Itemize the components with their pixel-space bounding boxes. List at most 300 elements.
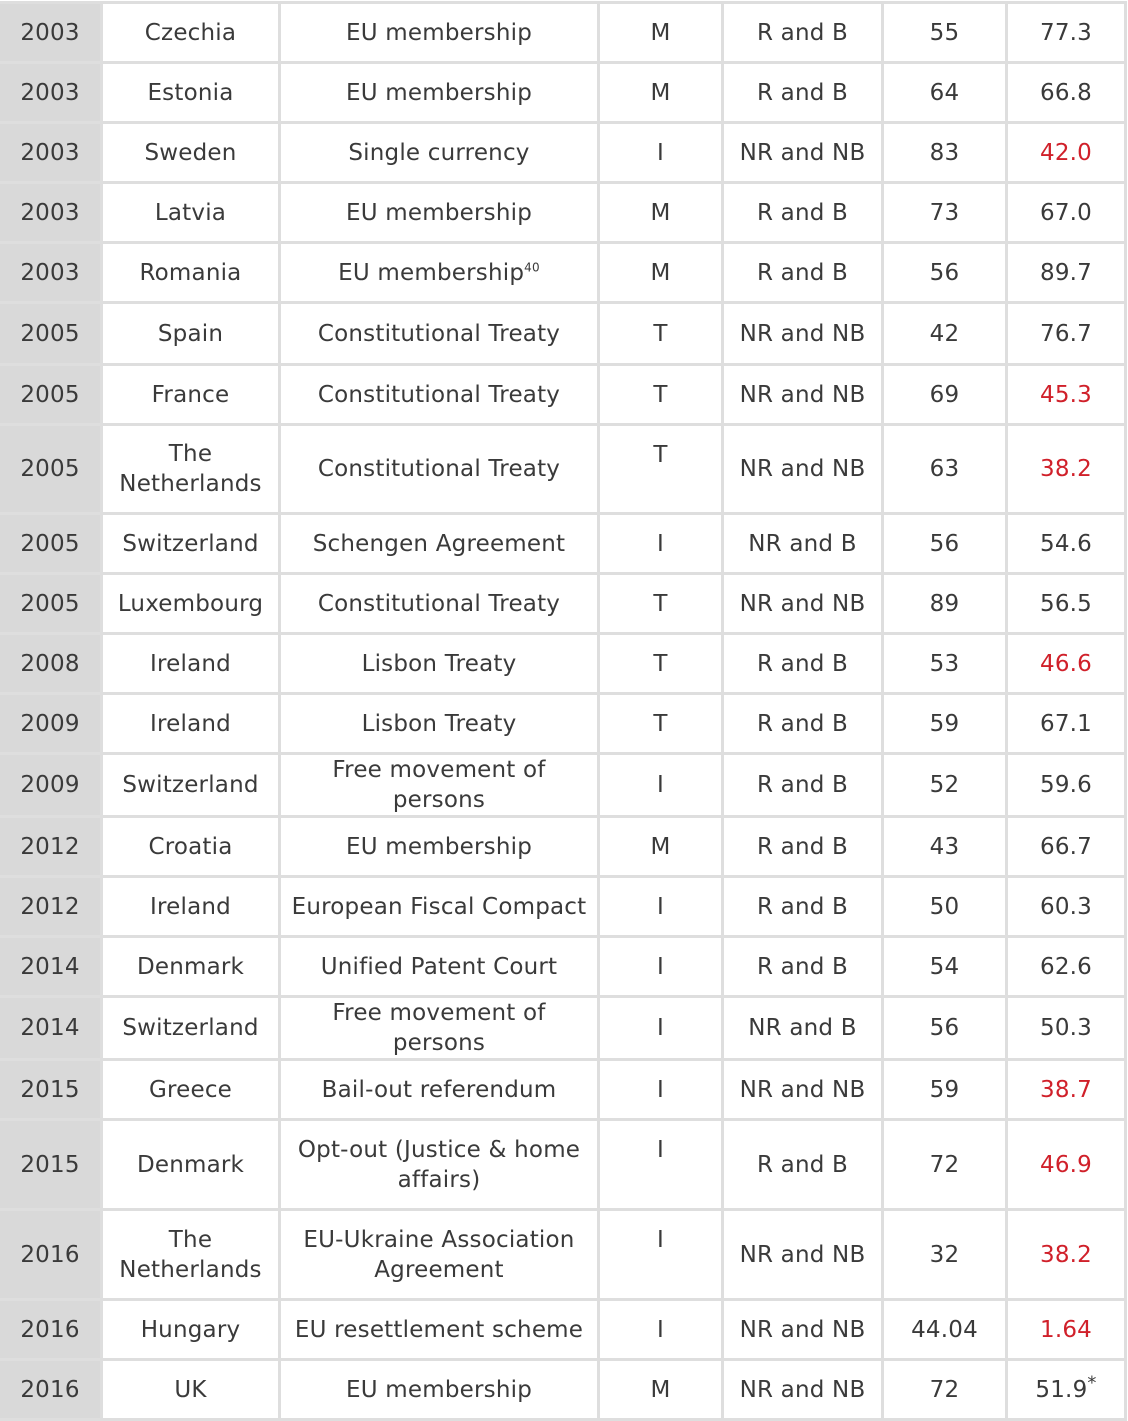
year-cell [0, 64, 100, 121]
country-cell-text: Denmark [136, 953, 245, 980]
subject-cell-text: Free movement of persons [332, 1000, 546, 1056]
country-cell [103, 878, 278, 935]
turnout-cell-text: 83 [929, 139, 960, 166]
subject-cell-text: EU membership [346, 1376, 532, 1403]
country-cell-text: UK [174, 1376, 207, 1403]
country-cell [103, 695, 278, 752]
rule-cell [724, 818, 881, 875]
year-cell [0, 426, 100, 512]
rule-cell-text: NR and NB [739, 1376, 866, 1403]
subject-cell-text: Bail-out referendum [321, 1076, 557, 1103]
turnout-cell [884, 515, 1005, 572]
subject-cell-text: Schengen Agreement [312, 530, 566, 557]
type-cell [600, 1361, 721, 1418]
result-cell-text: 67.0 [1039, 199, 1092, 226]
subject-cell [281, 244, 597, 301]
turnout-cell [884, 4, 1005, 61]
table-row [0, 366, 1124, 423]
rule-cell [724, 515, 881, 572]
table-row [0, 575, 1124, 632]
rule-cell [724, 4, 881, 61]
turnout-cell-text: 50 [929, 893, 960, 920]
subject-cell [281, 818, 597, 875]
rule-cell-text: NR and NB [739, 139, 866, 166]
table-row [0, 1211, 1124, 1298]
year-cell-text: 2014 [20, 1015, 80, 1041]
type-cell-text: I [657, 530, 664, 557]
country-cell-text: The Netherlands [119, 1226, 262, 1283]
rule-cell [724, 244, 881, 301]
result-cell [1008, 938, 1124, 995]
result-cell [1008, 124, 1124, 181]
year-cell [0, 184, 100, 241]
result-cell [1008, 635, 1124, 692]
type-cell [600, 244, 721, 301]
subject-cell [281, 515, 597, 572]
rule-cell-text: R and B [756, 953, 849, 980]
year-cell [0, 1211, 100, 1298]
table-row [0, 695, 1124, 752]
country-cell-text: Spain [157, 320, 224, 347]
turnout-cell [884, 998, 1005, 1058]
year-cell-text: 2008 [20, 650, 80, 677]
year-cell [0, 124, 100, 181]
subject-cell-text: Constitutional Treaty [317, 456, 561, 482]
country-cell-text: Ireland [150, 893, 231, 920]
result-cell [1008, 1211, 1124, 1298]
turnout-cell-text: 32 [929, 1241, 960, 1268]
country-cell-text: Ireland [150, 710, 231, 737]
subject-cell [281, 4, 597, 61]
year-cell [0, 878, 100, 935]
type-cell [600, 818, 721, 875]
rule-cell-text: NR and NB [739, 590, 866, 617]
year-cell [0, 1361, 100, 1418]
turnout-cell-text: 59 [929, 710, 960, 737]
result-cell-text: 1.64 [1039, 1316, 1092, 1343]
turnout-cell [884, 938, 1005, 995]
subject-cell-text: European Fiscal Compact [291, 893, 587, 920]
year-cell-text: 2005 [20, 381, 80, 408]
turnout-cell [884, 695, 1005, 752]
country-cell-text: Sweden [144, 139, 237, 166]
country-cell [103, 124, 278, 181]
turnout-cell [884, 878, 1005, 935]
result-cell [1008, 695, 1124, 752]
type-cell [600, 938, 721, 995]
rule-cell [724, 184, 881, 241]
rule-cell [724, 575, 881, 632]
type-cell-text: T [653, 590, 668, 617]
country-cell-text: Greece [148, 1076, 233, 1103]
country-cell [103, 635, 278, 692]
country-cell-text: Denmark [136, 1151, 245, 1178]
year-cell-text: 2009 [20, 772, 80, 798]
rule-cell-text: R and B [756, 650, 849, 677]
turnout-cell-text: 56 [929, 530, 960, 557]
turnout-cell-text: 56 [929, 1015, 960, 1041]
table-row [0, 4, 1124, 61]
type-cell-text: I [657, 1015, 664, 1041]
subject-cell [281, 184, 597, 241]
turnout-cell [884, 64, 1005, 121]
subject-cell [281, 755, 597, 815]
rule-cell-text: R and B [756, 79, 849, 106]
result-cell-text: 38.7 [1039, 1076, 1092, 1103]
year-cell [0, 635, 100, 692]
year-cell [0, 1121, 100, 1208]
turnout-cell [884, 426, 1005, 512]
result-cell-text: 67.1 [1039, 710, 1092, 737]
country-cell [103, 184, 278, 241]
result-cell [1008, 366, 1124, 423]
result-cell-text: 54.6 [1039, 530, 1092, 557]
subject-cell [281, 1301, 597, 1358]
result-cell-text: 46.9 [1039, 1151, 1092, 1178]
result-cell-text: 76.7 [1039, 320, 1092, 347]
subject-cell-text: EU resettlement scheme [294, 1316, 584, 1343]
subject-cell [281, 878, 597, 935]
country-cell [103, 4, 278, 61]
result-cell [1008, 1061, 1124, 1118]
country-cell-text: Switzerland [122, 530, 259, 557]
turnout-cell-text: 72 [929, 1151, 960, 1178]
turnout-cell-text: 63 [929, 456, 960, 482]
country-cell [103, 1361, 278, 1418]
type-cell-text: I [657, 1137, 664, 1163]
result-cell-text: 56.5 [1039, 590, 1092, 617]
rule-cell [724, 998, 881, 1058]
table-row [0, 818, 1124, 875]
country-cell [103, 998, 278, 1058]
type-cell [600, 304, 721, 363]
type-cell-text: I [657, 893, 664, 920]
year-cell [0, 695, 100, 752]
type-cell [600, 575, 721, 632]
result-cell-text: 46.6 [1039, 650, 1092, 677]
type-cell [600, 64, 721, 121]
type-cell [600, 4, 721, 61]
type-cell-text: I [657, 139, 664, 166]
type-cell [600, 998, 721, 1058]
country-cell-text: Hungary [140, 1316, 241, 1343]
turnout-cell [884, 124, 1005, 181]
result-cell [1008, 818, 1124, 875]
rule-cell-text: NR and NB [739, 1241, 866, 1268]
country-cell-text: Switzerland [122, 772, 259, 798]
rule-cell-text: NR and NB [739, 381, 866, 408]
rule-cell-text: R and B [756, 199, 849, 226]
rule-cell-text: R and B [756, 19, 849, 46]
type-cell [600, 878, 721, 935]
type-cell [600, 1061, 721, 1118]
year-cell [0, 575, 100, 632]
year-cell-text: 2003 [20, 259, 80, 286]
subject-cell-text: EU membership [338, 259, 525, 286]
year-cell-text: 2012 [20, 893, 80, 920]
year-cell-text: 2016 [20, 1376, 80, 1403]
subject-cell-text: Lisbon Treaty [361, 650, 517, 677]
result-cell [1008, 426, 1124, 512]
type-cell [600, 1301, 721, 1358]
year-cell [0, 304, 100, 363]
turnout-cell-text: 72 [929, 1376, 960, 1403]
year-cell [0, 244, 100, 301]
rule-cell-text: NR and NB [739, 1076, 866, 1103]
table-row [0, 1361, 1124, 1418]
country-cell [103, 1211, 278, 1298]
country-cell [103, 938, 278, 995]
subject-cell [281, 426, 597, 512]
subject-cell-text: Opt-out (Justice & home affairs) [297, 1136, 581, 1193]
table-row [0, 878, 1124, 935]
turnout-cell-text: 59 [929, 1076, 960, 1103]
type-cell [600, 184, 721, 241]
year-cell [0, 938, 100, 995]
rule-cell-text: R and B [756, 833, 849, 860]
country-cell [103, 1061, 278, 1118]
table-row [0, 998, 1124, 1058]
type-cell-text: I [657, 953, 664, 980]
country-cell-text: France [151, 381, 230, 408]
subject-cell [281, 366, 597, 423]
result-cell-text: 59.6 [1039, 772, 1092, 798]
turnout-cell-text: 89 [929, 590, 960, 617]
turnout-cell-text: 69 [929, 381, 960, 408]
year-cell [0, 998, 100, 1058]
year-cell-text: 2005 [20, 456, 80, 482]
table-row [0, 1301, 1124, 1358]
turnout-cell-text: 42 [929, 320, 960, 347]
turnout-cell-text: 52 [929, 772, 960, 798]
subject-cell-text: EU membership [346, 79, 532, 106]
result-cell-text: 38.2 [1039, 1241, 1092, 1268]
result-cell [1008, 515, 1124, 572]
type-cell-text: T [653, 650, 668, 677]
subject-cell [281, 695, 597, 752]
turnout-cell [884, 818, 1005, 875]
subject-cell [281, 575, 597, 632]
year-cell [0, 755, 100, 815]
type-cell-text: M [650, 1376, 671, 1403]
turnout-cell-text: 54 [929, 953, 960, 980]
subject-cell-text: Single currency [348, 139, 530, 166]
type-cell [600, 635, 721, 692]
country-cell-text: Switzerland [122, 1015, 259, 1041]
type-cell-text: T [653, 381, 668, 408]
subject-cell-text: EU-Ukraine Association Agreement [303, 1226, 575, 1283]
year-cell-text: 2014 [20, 953, 80, 980]
subject-cell [281, 938, 597, 995]
turnout-cell [884, 755, 1005, 815]
table-row [0, 64, 1124, 121]
country-cell [103, 426, 278, 512]
year-cell [0, 366, 100, 423]
result-cell [1008, 998, 1124, 1058]
rule-cell [724, 938, 881, 995]
rule-cell-text: NR and NB [739, 1316, 866, 1343]
table-row [0, 426, 1124, 512]
subject-cell-text: Constitutional Treaty [317, 381, 561, 408]
type-cell-text: I [657, 1316, 664, 1343]
type-cell-text: I [657, 772, 664, 798]
turnout-cell-text: 55 [929, 19, 960, 46]
type-cell [600, 426, 721, 512]
result-cell [1008, 244, 1124, 301]
subject-cell [281, 1121, 597, 1208]
result-cell-text: 66.8 [1039, 79, 1092, 106]
year-cell-text: 2005 [20, 320, 80, 347]
subject-cell-text: Unified Patent Court [320, 953, 558, 980]
result-cell [1008, 184, 1124, 241]
year-cell-text: 2012 [20, 833, 80, 860]
result-cell-text: 89.7 [1039, 259, 1092, 286]
rule-cell [724, 1361, 881, 1418]
type-cell-text: M [650, 259, 671, 286]
turnout-cell [884, 1361, 1005, 1418]
rule-cell [724, 1121, 881, 1208]
turnout-cell [884, 184, 1005, 241]
country-cell-text: Luxembourg [117, 590, 264, 617]
type-cell-text: M [650, 833, 671, 860]
turnout-cell-text: 64 [929, 79, 960, 106]
rule-cell-text: NR and NB [739, 456, 866, 482]
result-cell [1008, 1361, 1124, 1418]
country-cell-text: Estonia [147, 79, 234, 106]
type-cell [600, 755, 721, 815]
country-cell [103, 64, 278, 121]
subject-cell-text: Lisbon Treaty [361, 710, 517, 737]
rule-cell-text: R and B [756, 893, 849, 920]
turnout-cell [884, 1211, 1005, 1298]
rule-cell [724, 1301, 881, 1358]
year-cell-text: 2005 [20, 530, 80, 557]
country-cell-text: Latvia [154, 199, 227, 226]
rule-cell-text: NR and NB [739, 320, 866, 347]
table-row [0, 304, 1124, 363]
year-cell-text: 2005 [20, 590, 80, 617]
result-cell-text: 45.3 [1039, 381, 1092, 408]
result-cell-text: 42.0 [1039, 139, 1092, 166]
rule-cell-text: NR and B [748, 1015, 857, 1041]
result-cell-text: 38.2 [1039, 456, 1092, 482]
country-cell [103, 1301, 278, 1358]
table-row [0, 1121, 1124, 1208]
result-cell [1008, 878, 1124, 935]
rule-cell [724, 304, 881, 363]
subject-cell-text: EU membership [346, 19, 532, 46]
table-row [0, 1061, 1124, 1118]
subject-cell-text: EU membership [346, 199, 532, 226]
year-cell-text: 2009 [20, 710, 80, 737]
referendum-table [0, 1, 1127, 1421]
type-cell [600, 124, 721, 181]
type-cell-text: T [653, 442, 668, 468]
footnote-marker: 40 [524, 259, 540, 274]
rule-cell [724, 124, 881, 181]
country-cell [103, 575, 278, 632]
year-cell-text: 2015 [20, 1076, 80, 1103]
country-cell [103, 818, 278, 875]
year-cell-text: 2003 [20, 199, 80, 226]
country-cell [103, 755, 278, 815]
result-cell-text: 77.3 [1039, 19, 1092, 46]
rule-cell [724, 366, 881, 423]
result-cell [1008, 64, 1124, 121]
turnout-cell [884, 575, 1005, 632]
rule-cell [724, 64, 881, 121]
type-cell-text: I [657, 1076, 664, 1103]
type-cell-text: T [653, 320, 668, 347]
rule-cell-text: R and B [756, 259, 849, 286]
rule-cell [724, 635, 881, 692]
type-cell [600, 695, 721, 752]
country-cell [103, 1121, 278, 1208]
turnout-cell [884, 1301, 1005, 1358]
subject-cell [281, 1211, 597, 1298]
result-cell-text: 50.3 [1039, 1015, 1092, 1041]
type-cell-text: I [657, 1227, 664, 1253]
type-cell-text: T [653, 710, 668, 737]
subject-cell [281, 1061, 597, 1118]
country-cell [103, 244, 278, 301]
subject-cell-text: Free movement of persons [332, 757, 546, 813]
result-cell [1008, 755, 1124, 815]
turnout-cell-text: 73 [929, 199, 960, 226]
subject-cell [281, 1361, 597, 1418]
result-cell-text: 66.7 [1039, 833, 1092, 860]
result-cell [1008, 575, 1124, 632]
type-cell [600, 515, 721, 572]
result-cell [1008, 1121, 1124, 1208]
year-cell [0, 515, 100, 572]
rule-cell-text: R and B [756, 1151, 849, 1178]
rule-cell-text: R and B [756, 772, 849, 798]
year-cell [0, 1061, 100, 1118]
rule-cell [724, 426, 881, 512]
country-cell-text: Ireland [150, 650, 231, 677]
type-cell-text: M [650, 79, 671, 106]
turnout-cell [884, 1121, 1005, 1208]
rule-cell [724, 695, 881, 752]
year-cell [0, 818, 100, 875]
turnout-cell-text: 53 [929, 650, 960, 677]
rule-cell-text: R and B [756, 710, 849, 737]
year-cell-text: 2003 [20, 139, 80, 166]
subject-cell [281, 635, 597, 692]
subject-cell-text: Constitutional Treaty [317, 320, 561, 347]
subject-cell [281, 304, 597, 363]
result-cell [1008, 1301, 1124, 1358]
year-cell [0, 4, 100, 61]
rule-cell [724, 1061, 881, 1118]
year-cell-text: 2015 [20, 1151, 80, 1178]
result-cell-text: 62.6 [1039, 953, 1092, 980]
country-cell-text: Romania [139, 259, 242, 286]
rule-cell [724, 755, 881, 815]
result-cell-text: 51.9 [1035, 1376, 1088, 1403]
subject-cell-text: EU membership [346, 833, 532, 860]
type-cell-text: M [650, 19, 671, 46]
table-row [0, 184, 1124, 241]
turnout-cell-text: 56 [929, 259, 960, 286]
rule-cell [724, 878, 881, 935]
year-cell-text: 2003 [20, 79, 80, 106]
turnout-cell-text: 43 [929, 833, 960, 860]
subject-cell [281, 124, 597, 181]
turnout-cell [884, 1061, 1005, 1118]
subject-cell [281, 64, 597, 121]
